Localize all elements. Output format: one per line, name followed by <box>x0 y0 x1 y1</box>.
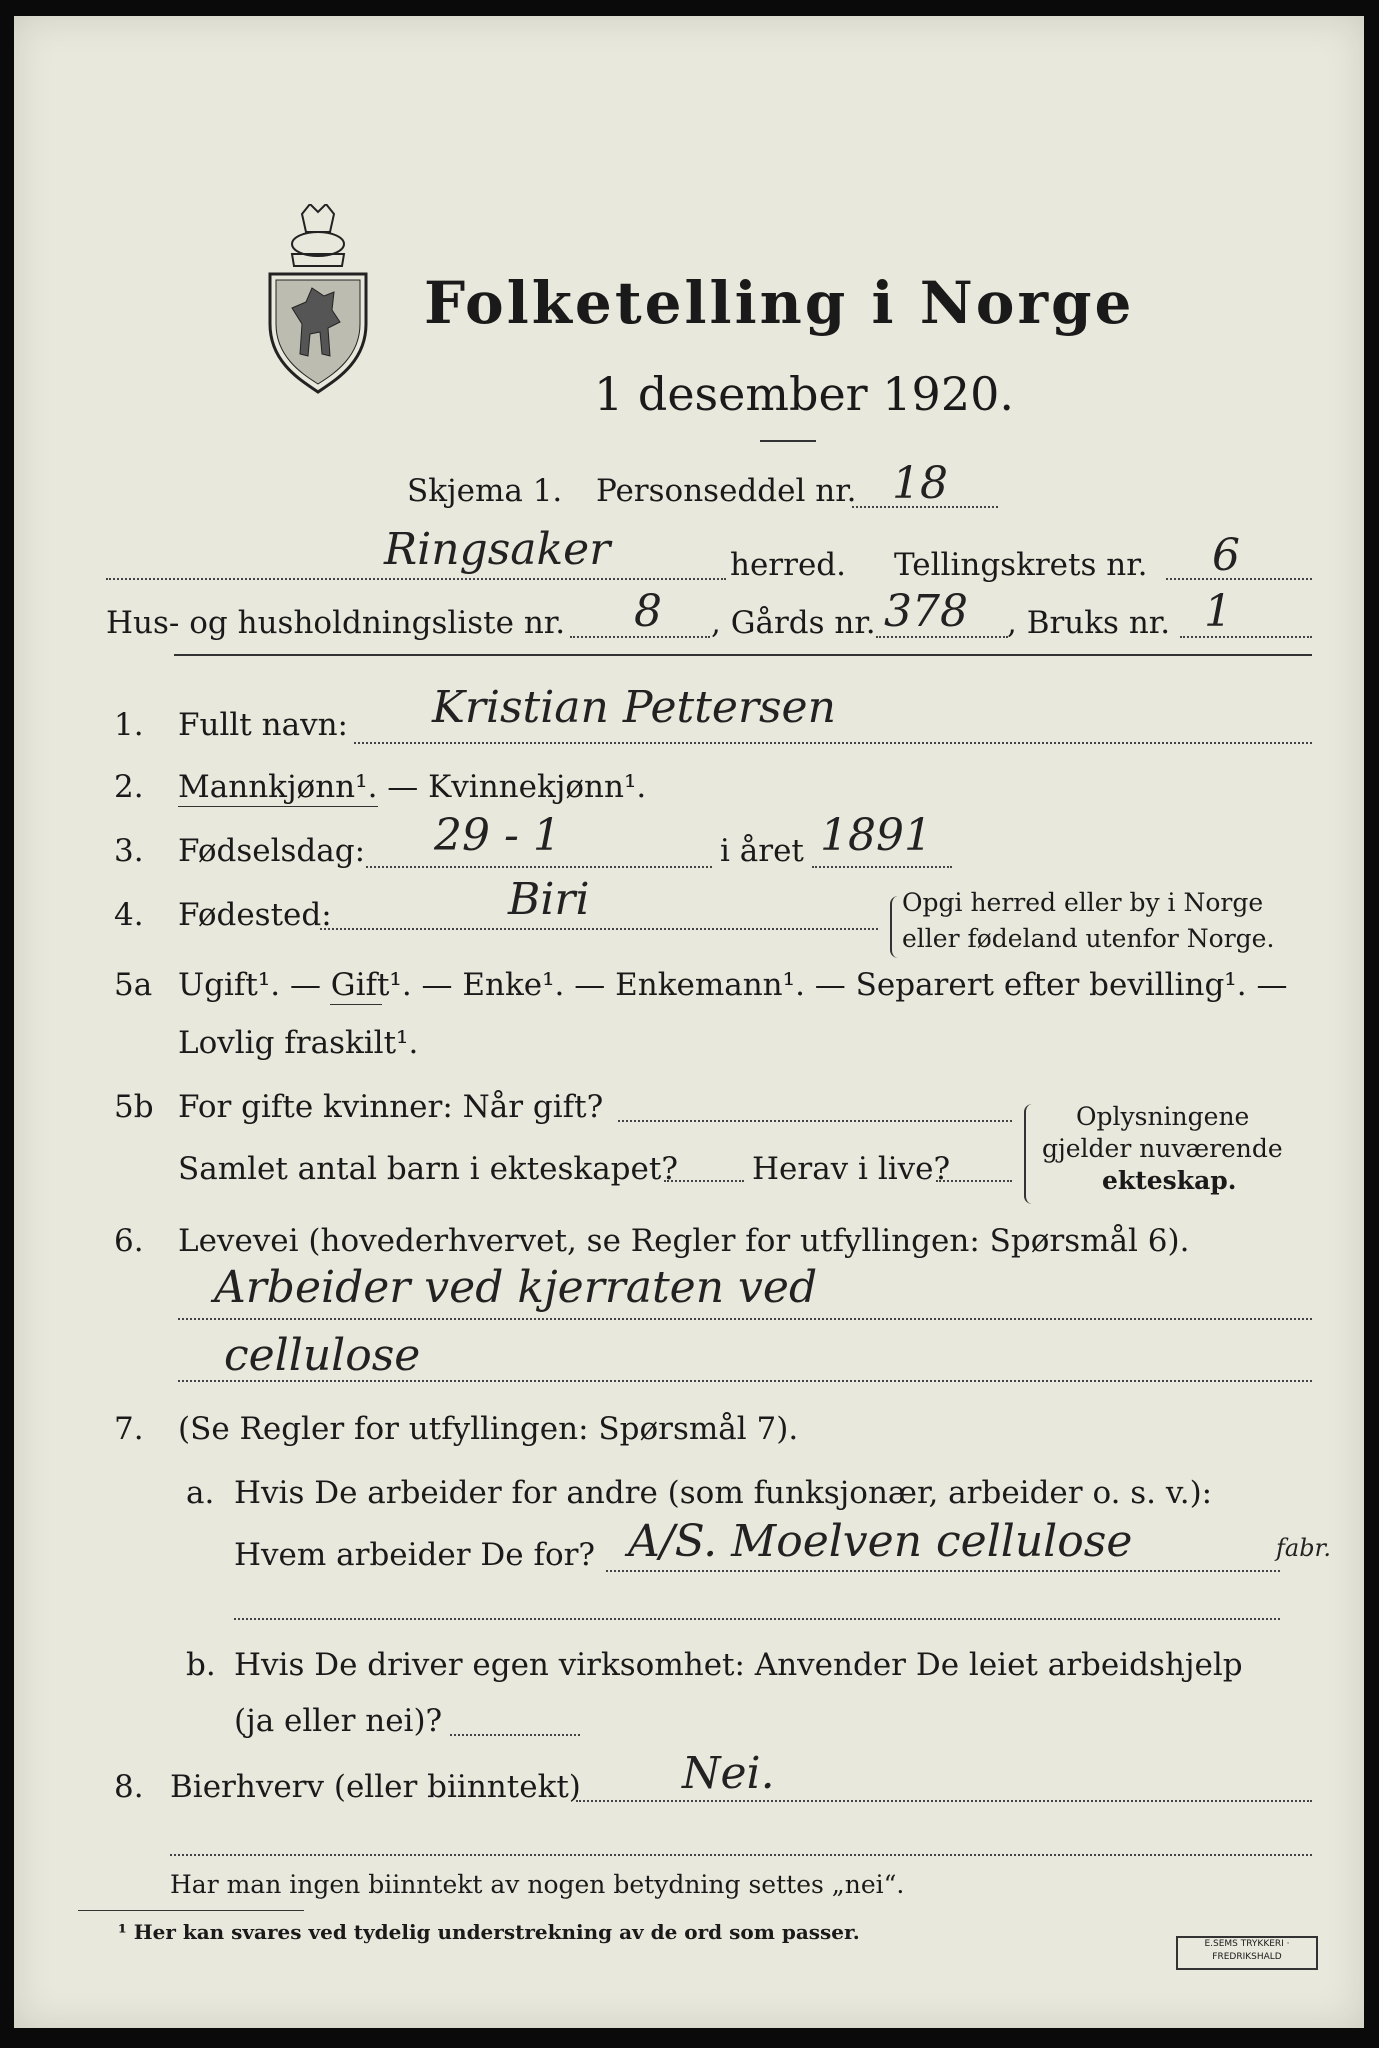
q6-line1 <box>178 1318 1312 1320</box>
q7b-line <box>450 1734 580 1736</box>
q2-underline-mannkjonn <box>178 806 378 807</box>
q4-label: Fødested: <box>178 897 332 933</box>
bruks-value: 1 <box>1204 586 1232 637</box>
q6-label: Levevei (hovederhvervet, se Regler for utfyllingen: Spørsmål 6). <box>178 1223 1190 1259</box>
q3-year-value: 1891 <box>820 810 932 861</box>
q4-value: Biri <box>508 874 590 925</box>
skjema-label: Skjema 1. <box>407 473 563 509</box>
q5a-underline-gift <box>330 1004 382 1005</box>
q7a-line2 <box>234 1618 1280 1620</box>
q3-label: Fødselsdag: <box>178 833 366 869</box>
husliste-label: Hus- og husholdningsliste nr. <box>106 605 566 641</box>
q4-note-line2: eller fødeland utenfor Norge. <box>902 924 1275 953</box>
q4-line <box>320 928 878 930</box>
q7-label: (Se Regler for utfyllingen: Spørsmål 7). <box>178 1411 799 1447</box>
q3-number: 3. <box>114 833 144 869</box>
q8-label: Bierhverv (eller biinntekt) <box>170 1769 581 1805</box>
q6-number: 6. <box>114 1223 144 1259</box>
footnote-rule <box>78 1910 304 1911</box>
q1-value: Kristian Pettersen <box>432 682 836 733</box>
gards-label: , Gårds nr. <box>711 605 876 641</box>
q5b-line2a: Samlet antal barn i ekteskapet? <box>178 1151 678 1187</box>
q5b-note-line2: gjelder nuværende <box>1042 1134 1283 1163</box>
footer-note: Har man ingen biinntekt av nogen betydning settes „nei“. <box>170 1870 905 1899</box>
q5b-note-line3: ekteskap. <box>1102 1166 1237 1195</box>
q3-year-label: i året <box>720 833 804 869</box>
bruks-line <box>1180 636 1312 638</box>
q5a-line2: Lovlig fraskilt¹. <box>178 1025 419 1061</box>
herred-label: herred. <box>730 547 846 583</box>
q7a-number: a. <box>186 1475 215 1511</box>
q4-note-brace <box>890 896 898 958</box>
q2-text: Mannkjønn¹. — Kvinnekjønn¹. <box>178 769 647 805</box>
census-form <box>14 16 1364 2028</box>
q6-value-line1: Arbeider ved kjerraten ved <box>214 1262 818 1313</box>
q1-label: Fullt navn: <box>178 707 348 743</box>
q5b-line2b: Herav i live? <box>752 1151 951 1187</box>
header-rule <box>174 654 1312 656</box>
q7b-line2: (ja eller nei)? <box>234 1703 443 1739</box>
q4-number: 4. <box>114 897 144 933</box>
census-date: 1 desember 1920. <box>594 367 1014 421</box>
q8-line2 <box>170 1854 1312 1856</box>
bruks-label: , Bruks nr. <box>1007 605 1171 641</box>
footnote: ¹ Her kan svares ved tydelig understrekning av de ord som passer. <box>118 1920 860 1944</box>
q5b-note-line1: Oplysningene <box>1076 1102 1250 1131</box>
q7a-value: A/S. Moelven cellulose <box>628 1516 1133 1567</box>
q5b-line1: For gifte kvinner: Når gift? <box>178 1089 604 1125</box>
q5b-children-line <box>664 1180 744 1182</box>
q3-year-line <box>812 866 952 868</box>
q2-number: 2. <box>114 769 144 805</box>
personseddel-label: Personseddel nr. <box>596 473 857 509</box>
q5a-number: 5a <box>114 967 153 1003</box>
gards-value: 378 <box>884 586 968 637</box>
q5a-line1: Ugift¹. — Gift¹. — Enke¹. — Enkemann¹. — Separert efter bevilling¹. — <box>178 967 1288 1003</box>
printer-stamp: E.SEMS TRYKKERI · FREDRIKSHALD <box>1176 1936 1318 1970</box>
q8-number: 8. <box>114 1769 144 1805</box>
q5b-number: 5b <box>114 1089 154 1125</box>
herred-line <box>106 578 726 580</box>
herred-value: Ringsaker <box>384 524 611 575</box>
q8-line <box>576 1800 1312 1802</box>
q1-line <box>354 742 1312 744</box>
q7a-margin-note: fabr. <box>1276 1534 1332 1562</box>
q5b-married-line <box>618 1120 1012 1122</box>
q7b-line1: Hvis De driver egen virksomhet: Anvender De leiet arbeidshjelp <box>234 1647 1243 1683</box>
q7a-line2: Hvem arbeider De for? <box>234 1537 596 1573</box>
q8-value: Nei. <box>682 1748 775 1799</box>
q7a-line <box>606 1570 1280 1572</box>
q6-value-line2: cellulose <box>224 1330 421 1381</box>
tellingskrets-label: Tellingskrets nr. <box>894 547 1148 583</box>
q7a-line1: Hvis De arbeider for andre (som funksjonær, arbeider o. s. v.): <box>234 1475 1213 1511</box>
husliste-value: 8 <box>634 586 662 637</box>
norwegian-coat-of-arms-icon <box>262 204 374 394</box>
form-title: Folketelling i Norge <box>424 269 1135 337</box>
q5b-alive-line <box>936 1180 1012 1182</box>
title-rule <box>760 440 816 442</box>
q3-day-value: 29 - 1 <box>434 810 561 861</box>
tellingskrets-value: 6 <box>1212 530 1240 581</box>
q5b-note-brace <box>1024 1104 1034 1204</box>
q4-note-line1: Opgi herred eller by i Norge <box>902 888 1264 917</box>
q3-day-line <box>366 866 712 868</box>
q1-number: 1. <box>114 707 144 743</box>
q7-number: 7. <box>114 1411 144 1447</box>
personseddel-value: 18 <box>892 458 948 509</box>
q7b-number: b. <box>186 1647 216 1683</box>
